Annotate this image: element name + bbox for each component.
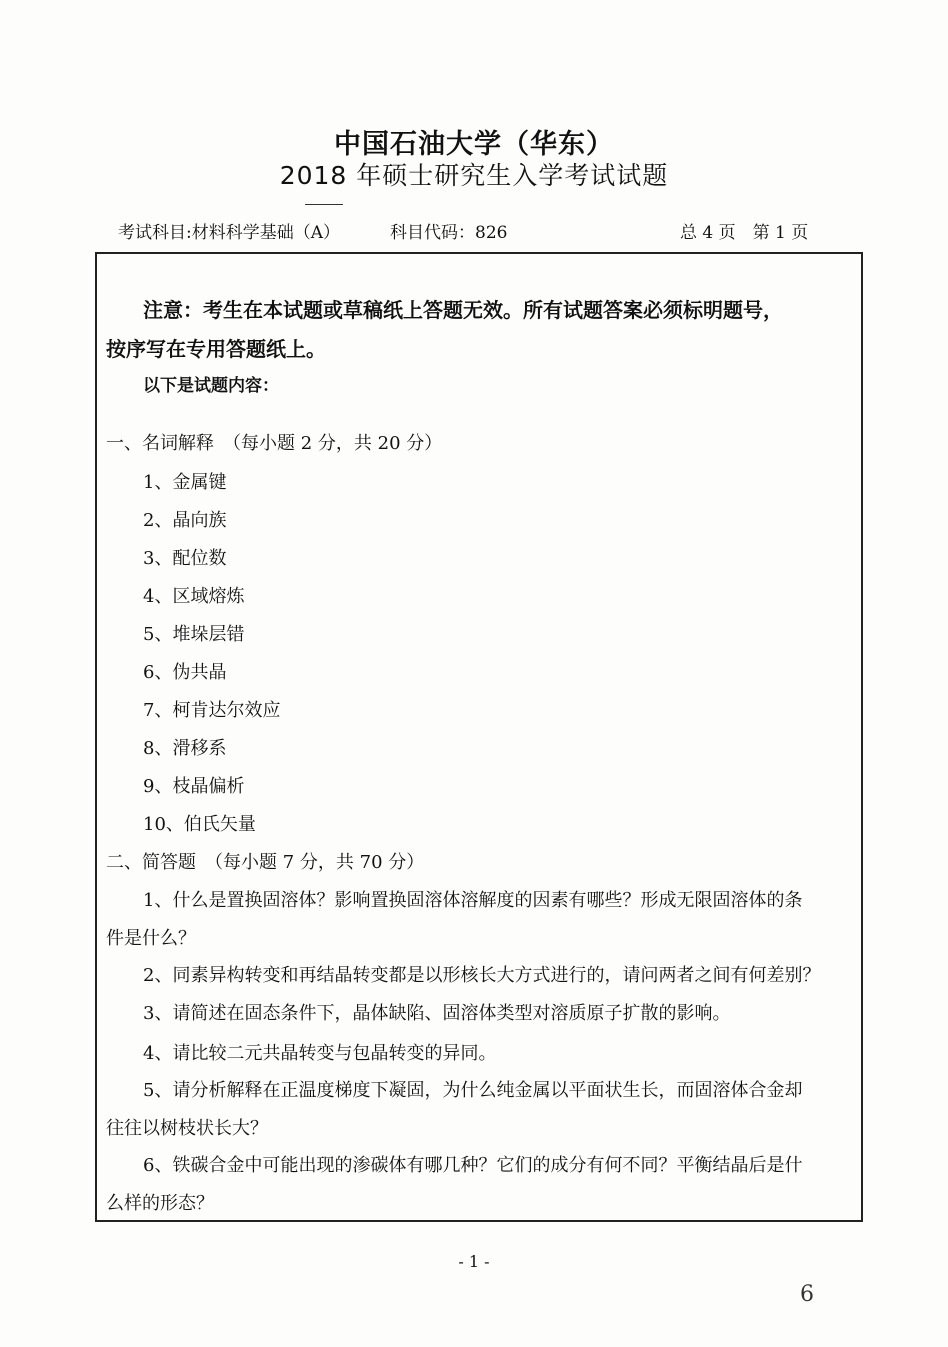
subject-code: 科目代码：826 bbox=[390, 223, 508, 243]
exam-subject: 考试科目:材料科学基础（A） bbox=[118, 223, 341, 243]
term-item: 6、伪共晶 bbox=[143, 662, 227, 683]
question-1-line-1: 1、什么是置换固溶体？影响置换固溶体溶解度的因素有哪些？形成无限固溶体的条 bbox=[143, 890, 803, 911]
question-4: 4、请比较二元共晶转变与包晶转变的异同。 bbox=[143, 1043, 497, 1064]
term-item: 7、柯肯达尔效应 bbox=[143, 700, 281, 721]
term-item: 5、堆垛层错 bbox=[143, 624, 245, 645]
question-5-line-1: 5、请分析解释在正温度梯度下凝固，为什么纯金属以平面状生长，而固溶体合金却 bbox=[143, 1080, 803, 1101]
question-1-line-2: 件是什么？ bbox=[106, 928, 196, 949]
term-item: 4、区域熔炼 bbox=[143, 586, 245, 607]
section-2-heading: 二、简答题 （每小题 7 分，共 70 分） bbox=[106, 852, 425, 873]
question-2: 2、同素异构转变和再结晶转变都是以形核长大方式进行的，请问两者之间有何差别？ bbox=[143, 965, 821, 986]
question-5-line-2: 往往以树枝状长大？ bbox=[106, 1118, 268, 1139]
question-3: 3、请简述在固态条件下，晶体缺陷、固溶体类型对溶质原子扩散的影响。 bbox=[143, 1003, 731, 1024]
notice-line-2: 按序写在专用答题纸上。 bbox=[106, 337, 326, 361]
university-title: 中国石油大学（华东） bbox=[334, 129, 614, 160]
term-item: 9、枝晶偏析 bbox=[143, 776, 245, 797]
term-item: 8、滑移系 bbox=[143, 738, 227, 759]
term-item: 3、配位数 bbox=[143, 548, 227, 569]
term-item: 1、金属键 bbox=[143, 472, 227, 493]
question-6-line-1: 6、铁碳合金中可能出现的渗碳体有哪几种？它们的成分有何不同？平衡结晶后是什 bbox=[143, 1155, 803, 1176]
section-1-heading: 一、名词解释 （每小题 2 分，共 20 分） bbox=[106, 433, 443, 454]
exam-title: 2018 年硕士研究生入学考试试题 bbox=[279, 161, 669, 190]
title-divider bbox=[305, 204, 343, 205]
notice-line-1: 注意：考生在本试题或草稿纸上答题无效。所有试题答案必须标明题号， bbox=[143, 298, 783, 322]
term-item: 10、伯氏矢量 bbox=[143, 814, 256, 835]
term-item: 2、晶向族 bbox=[143, 510, 227, 531]
handwritten-page-mark: 6 bbox=[800, 1282, 814, 1307]
content-intro: 以下是试题内容： bbox=[143, 376, 279, 396]
page-count: 总 4 页 第 1 页 bbox=[680, 223, 809, 243]
page-number: - 1 - bbox=[458, 1252, 490, 1271]
question-6-line-2: 么样的形态？ bbox=[106, 1193, 214, 1214]
